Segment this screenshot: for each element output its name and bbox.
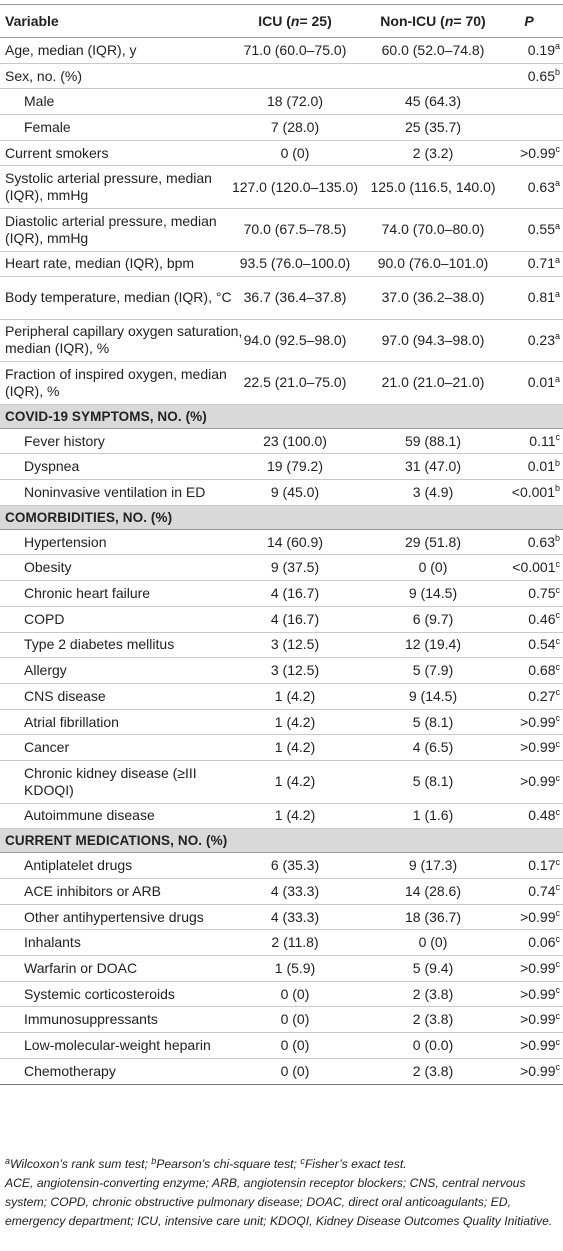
- table-row: [0, 167, 563, 210]
- icu-cell: 0 (0): [280, 985, 310, 1002]
- variable-cell: Heart rate, median (IQR), bpm: [5, 255, 195, 272]
- table-row: [0, 252, 563, 278]
- p-value-cell: >0.99 $^c$: [520, 908, 560, 925]
- icu-cell: 94.0 (92.5–98.0): [243, 331, 347, 348]
- section-title: COVID-19 SYMPTOMS, NO. (%): [5, 408, 207, 424]
- variable-cell: Other antihypertensive drugs: [24, 908, 204, 925]
- variable-cell: Fraction of inspired oxygen, median (IQR), %: [5, 365, 227, 399]
- non-icu-cell: 9 (17.3): [408, 857, 458, 874]
- section-title: CURRENT MEDICATIONS, NO. (%): [5, 833, 228, 849]
- p-value-cell: [498, 115, 560, 140]
- section-title: COMORBIDITIES, NO. (%): [5, 509, 173, 525]
- variable-cell: COPD: [24, 610, 65, 627]
- icu-cell: 23 (100.0): [263, 432, 327, 449]
- icu-cell: 3 (12.5): [270, 636, 320, 653]
- p-value: >0.99: [520, 144, 556, 161]
- footnote-marker: b: [151, 1156, 157, 1166]
- p-value: 0.54: [528, 636, 556, 653]
- p-value-cell: 0.23 $^a$: [527, 331, 560, 348]
- p-value-cell: 0.63 $^a$: [527, 178, 560, 195]
- footnote-marker: a: [5, 1156, 11, 1166]
- p-value-cell: [498, 89, 560, 114]
- non-icu-cell: 60.0 (52.0–74.8): [381, 41, 485, 58]
- non-icu-cell: 97.0 (94.3–98.0): [381, 331, 485, 348]
- p-value-cell: >0.99 $^c$: [520, 713, 560, 730]
- p-value: >0.99: [520, 1037, 556, 1054]
- footnote-marker: c: [300, 1156, 305, 1166]
- non-icu-cell: 29 (51.8): [404, 533, 462, 550]
- variable-cell: Systolic arterial pressure, median (IQR), mmHg: [5, 170, 212, 204]
- table-row: [0, 141, 563, 167]
- p-value: 0.63: [527, 178, 555, 195]
- non-icu-cell: 0 (0): [418, 934, 448, 951]
- variable-cell: Immunosuppressants: [24, 1011, 158, 1028]
- non-icu-cell: 9 (14.5): [408, 687, 458, 704]
- p-value-cell: >0.99 $^c$: [520, 1010, 560, 1028]
- non-icu-cell: 25 (35.7): [404, 118, 462, 135]
- icu-cell: 22.5 (21.0–75.0): [243, 374, 347, 391]
- non-icu-cell: 45 (64.3): [404, 93, 462, 110]
- footnote-text: Fisher’s exact test.: [304, 1157, 407, 1171]
- p-value-cell: 0.01 $^a$: [527, 373, 560, 391]
- p-value: >0.99: [520, 713, 556, 730]
- p-value-cell: >0.99 $^c$: [520, 985, 560, 1002]
- variable-cell: Chronic heart failure: [24, 585, 151, 602]
- p-value: >0.99: [520, 1011, 556, 1028]
- icu-cell: 0 (0): [280, 1062, 310, 1079]
- icu-cell: 70.0 (67.5–78.5): [243, 221, 347, 238]
- table-row: [0, 209, 563, 252]
- table-row: [0, 684, 563, 710]
- icu-cell: 19 (79.2): [266, 458, 324, 475]
- icu-cell: 1 (4.2): [274, 773, 316, 790]
- table-row: [0, 1059, 563, 1085]
- icu-cell: 14 (60.9): [266, 533, 324, 550]
- footnote-text: Pearson’s chi-square test;: [156, 1157, 301, 1171]
- table-row: [0, 556, 563, 582]
- p-value: 0.17: [528, 857, 556, 874]
- variable-cell: Diastolic arterial pressure, median (IQR), mmHg: [5, 212, 217, 246]
- header-p: P: [524, 12, 534, 29]
- variable-cell: Chemotherapy: [24, 1062, 116, 1079]
- table-row: [0, 930, 563, 956]
- p-value: >0.99: [520, 1062, 556, 1079]
- non-icu-cell: 2 (3.8): [412, 985, 454, 1002]
- p-value-cell: 0.74 $^c$: [528, 882, 560, 899]
- table-row: [0, 530, 563, 556]
- non-icu-cell: 37.0 (36.2–38.0): [381, 289, 485, 306]
- table-footnotes: [5, 1155, 557, 1231]
- table-header: [0, 4, 563, 38]
- variable-cell: Systemic corticosteroids: [24, 985, 175, 1002]
- non-icu-cell: 6 (9.7): [412, 610, 454, 627]
- variable-cell: Inhalants: [24, 934, 81, 951]
- variable-cell: Atrial fibrillation: [24, 713, 119, 730]
- table-row: [0, 429, 563, 455]
- variable-cell: Female: [24, 118, 71, 135]
- p-value-cell: >0.99 $^c$: [520, 959, 560, 976]
- p-value: 0.68: [528, 662, 556, 679]
- non-icu-cell: 0 (0): [418, 559, 448, 576]
- p-value-cell: 0.55 $^a$: [527, 220, 560, 238]
- table-row: [0, 956, 563, 982]
- p-value: 0.27: [528, 687, 556, 704]
- footnote-text: Wilcoxon’s rank sum test;: [10, 1157, 152, 1171]
- p-value-cell: 0.48 $^c$: [528, 806, 560, 824]
- table-row: [0, 982, 563, 1008]
- table-row: [0, 115, 563, 141]
- variable-cell: Male: [24, 93, 55, 110]
- p-value: <0.001: [511, 483, 555, 500]
- icu-cell: 1 (5.9): [274, 959, 316, 976]
- non-icu-cell: 2 (3.8): [412, 1011, 454, 1028]
- p-value-cell: 0.06 $^c$: [528, 933, 560, 951]
- table-row: [0, 761, 563, 804]
- icu-cell: 1 (4.2): [274, 687, 316, 704]
- table-row: [0, 735, 563, 761]
- icu-cell: 1 (4.2): [274, 713, 316, 730]
- non-icu-cell: 2 (3.2): [412, 144, 454, 161]
- icu-cell: 18 (72.0): [266, 93, 324, 110]
- table-row: [0, 1033, 563, 1059]
- p-value: 0.55: [527, 221, 555, 238]
- icu-cell: 2 (11.8): [271, 934, 319, 951]
- section-header-row: [0, 506, 563, 530]
- variable-cell: ACE inhibitors or ARB: [24, 882, 161, 899]
- non-icu-cell: 9 (14.5): [408, 585, 458, 602]
- variable-cell: CNS disease: [24, 687, 106, 704]
- p-value-cell: >0.99 $^c$: [520, 1062, 560, 1079]
- variable-cell: Noninvasive ventilation in ED: [24, 483, 206, 500]
- icu-cell: 3 (12.5): [270, 662, 320, 679]
- non-icu-cell: 12 (19.4): [404, 636, 462, 653]
- table-row: [0, 581, 563, 607]
- icu-cell: 1 (4.2): [274, 739, 316, 756]
- icu-cell: 4 (16.7): [270, 585, 320, 602]
- p-value-cell: 0.75 $^c$: [528, 584, 560, 602]
- icu-cell: 0 (0): [280, 1037, 310, 1054]
- p-value: 0.74: [528, 882, 556, 899]
- header-non-icu: Non-ICU ( n = 70): [380, 12, 486, 29]
- p-value: 0.01: [527, 458, 555, 475]
- non-icu-cell: 5 (8.1): [412, 713, 454, 730]
- non-icu-cell: 31 (47.0): [404, 458, 462, 475]
- non-icu-cell: 1 (1.6): [412, 807, 454, 824]
- table-row: [0, 710, 563, 736]
- p-value: >0.99: [520, 908, 556, 925]
- icu-cell: 1 (4.2): [274, 807, 316, 824]
- p-value-cell: <0.001 $^c$: [512, 558, 560, 576]
- variable-cell: Low-molecular-weight heparin: [24, 1037, 211, 1054]
- p-value: 0.48: [528, 807, 556, 824]
- non-icu-cell: 90.0 (76.0–101.0): [377, 255, 489, 272]
- icu-cell: 4 (33.3): [270, 882, 320, 899]
- table-row: [0, 658, 563, 684]
- p-value-cell: >0.99 $^c$: [520, 738, 560, 756]
- non-icu-cell: 14 (28.6): [404, 882, 462, 899]
- table-row: [0, 905, 563, 931]
- header-variable: Variable: [5, 12, 59, 29]
- icu-cell: 9 (37.5): [270, 559, 320, 576]
- p-value: 0.65: [527, 67, 555, 84]
- icu-cell: [225, 64, 365, 89]
- section-header-row: [0, 405, 563, 429]
- non-icu-cell: 3 (4.9): [412, 483, 454, 500]
- variable-cell: Dyspnea: [24, 458, 80, 475]
- p-value-cell: <0.001 $^b$: [511, 483, 560, 500]
- variable-cell: Type 2 diabetes mellitus: [24, 636, 175, 653]
- variable-cell: Fever history: [24, 432, 105, 449]
- non-icu-cell: 5 (9.4): [412, 959, 454, 976]
- p-value: <0.001: [512, 559, 556, 576]
- icu-cell: 9 (45.0): [270, 483, 320, 500]
- abbreviations-footnote: ACE, angiotensin-converting enzyme; ARB, angiotensin receptor blockers; CNS, central nervous system; COPD, chronic obstructive pulmonary disease; DOAC, direct oral anticoagulants; ED, emergency department; ICU, intensive care unit; KDOQI, Kidney Disease Outcomes Quality Initiative.: [5, 1176, 553, 1228]
- table-row: [0, 804, 563, 830]
- p-value-cell: >0.99 $^c$: [520, 1036, 560, 1054]
- p-value: >0.99: [520, 959, 556, 976]
- variable-cell: Antiplatelet drugs: [24, 857, 133, 874]
- p-value: 0.71: [527, 255, 555, 272]
- variable-cell: Allergy: [24, 662, 67, 679]
- p-value: 0.46: [528, 610, 556, 627]
- p-value: 0.75: [528, 585, 556, 602]
- variable-cell: Obesity: [24, 559, 72, 576]
- p-value: >0.99: [520, 985, 556, 1002]
- non-icu-cell: 0 (0.0): [412, 1037, 454, 1054]
- table-row: [0, 362, 563, 405]
- p-value: 0.23: [527, 331, 555, 348]
- variable-cell: Chronic kidney disease (≥III KDOQI): [24, 764, 197, 798]
- table-row: [0, 633, 563, 659]
- p-value-cell: 0.01 $^b$: [527, 457, 560, 475]
- p-value-cell: 0.54 $^c$: [528, 635, 560, 653]
- variable-cell: Warfarin or DOAC: [24, 959, 138, 976]
- non-icu-cell: 125.0 (116.5, 140.0): [370, 178, 496, 195]
- table-row: [0, 454, 563, 480]
- icu-cell: 93.5 (76.0–100.0): [239, 255, 351, 272]
- non-icu-cell: 59 (88.1): [404, 432, 462, 449]
- icu-cell: 127.0 (120.0–135.0): [231, 178, 359, 195]
- table-row: [0, 64, 563, 90]
- non-icu-cell: 74.0 (70.0–80.0): [381, 221, 485, 238]
- p-value: >0.99: [520, 773, 556, 790]
- p-value: 0.19: [527, 41, 555, 58]
- p-value: >0.99: [520, 739, 556, 756]
- p-value-cell: 0.19 $^a$: [527, 41, 560, 58]
- table-row: [0, 277, 563, 320]
- p-value-cell: 0.68 $^c$: [528, 661, 560, 679]
- p-value: 0.06: [528, 934, 556, 951]
- non-icu-cell: [367, 64, 499, 89]
- header-icu: ICU ( n = 25): [258, 12, 332, 29]
- non-icu-cell: 18 (36.7): [404, 908, 462, 925]
- p-value: 0.81: [527, 289, 555, 306]
- variable-cell: Autoimmune disease: [24, 807, 155, 824]
- icu-cell: 71.0 (60.0–75.0): [243, 41, 347, 58]
- variable-cell: Cancer: [24, 739, 70, 756]
- table-row: [0, 320, 563, 363]
- p-value: 0.63: [527, 533, 555, 550]
- icu-cell: 4 (33.3): [270, 908, 320, 925]
- icu-cell: 0 (0): [280, 144, 310, 161]
- p-value-cell: 0.46 $^c$: [528, 610, 560, 627]
- section-header-row: [0, 829, 563, 853]
- table-row: [0, 38, 563, 64]
- non-icu-cell: 2 (3.8): [412, 1062, 454, 1079]
- table-row: [0, 89, 563, 115]
- variable-cell: Age, median (IQR), y: [5, 41, 137, 58]
- p-value-cell: 0.71 $^a$: [527, 254, 560, 272]
- table-row: [0, 853, 563, 879]
- non-icu-cell: 5 (8.1): [412, 773, 454, 790]
- non-icu-cell: 4 (6.5): [412, 739, 454, 756]
- table-row: [0, 1008, 563, 1034]
- p-value-cell: 0.11 $^c$: [529, 432, 560, 449]
- non-icu-cell: 21.0 (21.0–21.0): [381, 374, 485, 391]
- p-value-cell: 0.63 $^b$: [527, 533, 560, 550]
- p-value-cell: 0.17 $^c$: [528, 856, 560, 874]
- variable-cell: Current smokers: [5, 144, 109, 161]
- p-value-cell: >0.99 $^c$: [520, 144, 560, 161]
- p-value-cell: >0.99 $^c$: [520, 772, 560, 790]
- table-row: [0, 480, 563, 506]
- variable-cell: Body temperature, median (IQR), °C: [5, 289, 232, 306]
- table-row: [0, 879, 563, 905]
- icu-cell: 6 (35.3): [270, 857, 320, 874]
- table-row: [0, 607, 563, 633]
- p-value: 0.01: [527, 374, 555, 391]
- variable-cell: Peripheral capillary oxygen saturation, median (IQR), %: [5, 323, 243, 357]
- p-value-cell: 0.27 $^c$: [528, 687, 560, 704]
- non-icu-cell: 5 (7.9): [412, 662, 454, 679]
- icu-cell: 0 (0): [280, 1011, 310, 1028]
- p-value-cell: 0.65 $^b$: [527, 67, 560, 84]
- p-value-cell: 0.81 $^a$: [527, 288, 560, 306]
- test-footnote: [5, 1155, 557, 1174]
- icu-cell: 7 (28.0): [270, 118, 320, 135]
- variable-cell: Sex, no. (%): [5, 67, 83, 84]
- variable-cell: Hypertension: [24, 533, 107, 550]
- icu-cell: 36.7 (36.4–37.8): [243, 289, 347, 306]
- icu-cell: 4 (16.7): [270, 610, 320, 627]
- p-value: 0.11: [529, 432, 556, 449]
